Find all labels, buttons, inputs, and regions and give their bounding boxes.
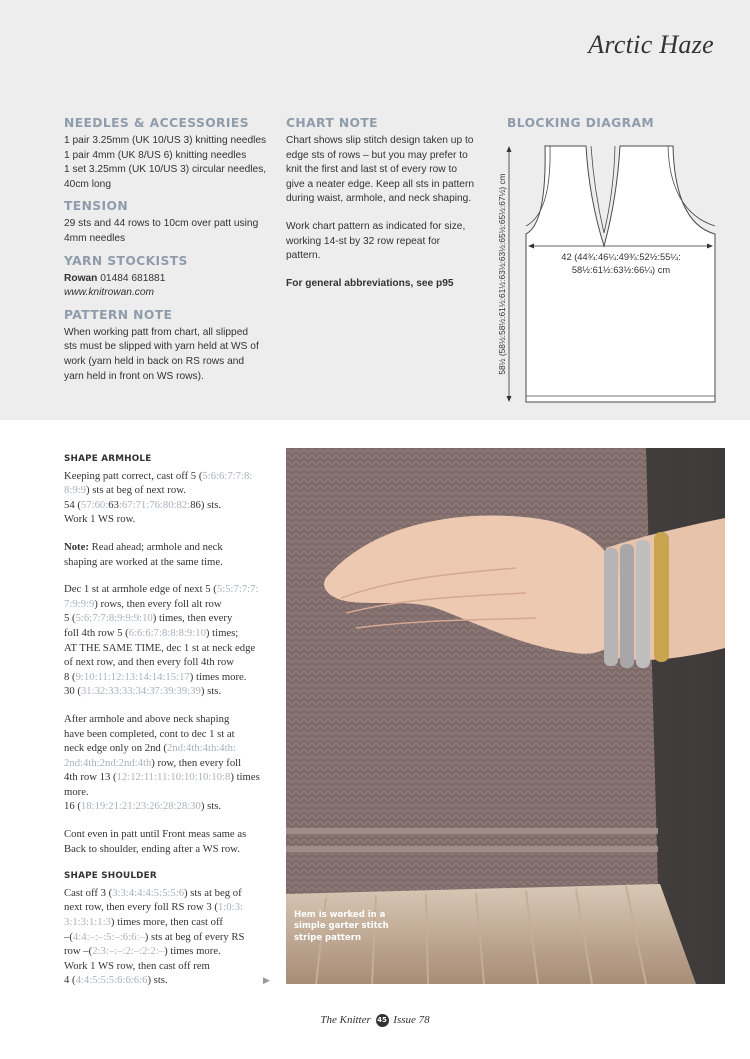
instruction-text: more. xyxy=(64,785,89,798)
yarn-section xyxy=(64,254,269,301)
instruction-text: foll 4th row 5 ( xyxy=(64,626,129,639)
tension-section xyxy=(64,199,269,246)
instruction-text: 8 ( xyxy=(64,670,76,683)
yarn-phone: 01484 681881 xyxy=(97,272,166,284)
pattern-note-line: work (yarn held in back on RS rows and xyxy=(64,355,245,367)
pattern-note-line: When working patt from chart, all slipped xyxy=(64,326,249,338)
instruction-text: 63 xyxy=(108,498,119,511)
size-values: 2nd:4th:2nd:2nd:4th xyxy=(64,756,152,769)
size-values: 4:4:5:5:5:6:6:6:6 xyxy=(75,974,148,987)
chart-note-heading: CHART NOTE xyxy=(286,116,378,130)
page-number: 45 xyxy=(376,1014,389,1027)
size-values: 6:6:6:7:8:8:8:9:10 xyxy=(128,626,206,639)
yarn-brand: Rowan xyxy=(64,272,98,284)
size-values: :67:71:76:80:82: xyxy=(118,498,191,511)
left-info-column xyxy=(64,116,269,391)
size-values: 2nd:4th:4th:4th: xyxy=(167,742,236,755)
instruction-text: 4th row 13 ( xyxy=(64,771,117,784)
continue-arrow-icon: ▶ xyxy=(263,975,270,985)
bracelet xyxy=(636,540,650,668)
bracelet xyxy=(604,548,618,666)
needles-heading: NEEDLES & ACCESSORIES xyxy=(64,116,249,130)
chart-note-line: Chart shows slip stitch design taken up to xyxy=(286,135,474,146)
instruction-text: ) times, then every xyxy=(152,612,233,625)
hem-stripe xyxy=(286,846,658,852)
instruction-text: have been completed, cont to dec 1 st at xyxy=(64,727,235,740)
yarn-stockist xyxy=(64,272,269,287)
chart-note-line: pattern. xyxy=(286,250,321,262)
instruction-text: 54 ( xyxy=(64,498,81,511)
instruction-paragraph xyxy=(64,827,276,856)
instruction-text: ) rows, then every foll alt row xyxy=(94,597,222,610)
instruction-text: ) sts. xyxy=(200,800,222,813)
chart-note-column xyxy=(286,116,486,291)
tension-line: 4mm needles xyxy=(64,232,126,244)
needles-line: 1 pair 3.25mm (UK 10/US 3) knitting needles xyxy=(64,135,267,146)
chart-note-line: give a neater edge. Keep all sts in pattern xyxy=(286,178,475,190)
instruction-text: Dec 1 st at armhole edge of next 5 ( xyxy=(64,583,217,596)
instruction-text: ) sts. xyxy=(147,974,168,987)
note-text: shaping are worked at the same time. xyxy=(64,555,223,568)
instruction-text: ) times more, then cast off xyxy=(110,916,223,929)
size-values: 31:32:33:33:34:37:39:39:39 xyxy=(80,685,201,698)
instruction-text: 30 ( xyxy=(64,685,81,698)
chart-note-line: working 14-st by 32 row repeat for xyxy=(286,235,441,247)
blocking-diagram xyxy=(493,138,730,408)
size-values: 9:10:11:12:13:14:14:15:17 xyxy=(75,670,190,683)
instruction-text: Cast off 3 ( xyxy=(64,886,113,899)
needles-line: 1 set 3.25mm (UK 10/US 3) circular needles, xyxy=(64,164,267,176)
chart-note-line: Work chart pattern as indicated for size, xyxy=(286,220,466,232)
instruction-text: 4 ( xyxy=(64,974,76,987)
instruction-text: ) sts at beg of every RS xyxy=(144,930,245,943)
instruction-text: ) row, then every foll xyxy=(151,756,242,769)
instruction-text: ) times; xyxy=(205,626,239,639)
needles-line: 1 pair 4mm (UK 8/US 6) knitting needles xyxy=(64,149,247,161)
yarn-website-link[interactable]: www.knitrowan.com xyxy=(64,287,155,299)
size-values: 5:6:6:7:7:8: xyxy=(202,469,253,482)
blocking-column xyxy=(507,116,727,134)
photo-caption xyxy=(294,910,424,945)
instruction-text: After armhole and above neck shaping xyxy=(64,712,230,725)
needles-line: 40cm long xyxy=(64,178,112,190)
instruction-text: Work 1 WS row, then cast off rem xyxy=(64,959,210,972)
size-values: 2:3:–:–:2:–:2:2:– xyxy=(92,945,165,958)
instruction-text: next row, then every foll RS row 3 ( xyxy=(64,901,218,914)
bracelet xyxy=(620,544,634,668)
size-values: 4:4:–:–:5:–:6:6:– xyxy=(72,930,145,943)
shape-shoulder-heading: SHAPE SHOULDER xyxy=(64,871,157,882)
yarn-heading: YARN STOCKISTS xyxy=(64,253,188,268)
instruction-text: Keeping patt correct, cast off 5 ( xyxy=(64,469,203,482)
size-values: 18:19:21:21:23:26:28:28:30 xyxy=(80,800,201,813)
note-label: Note: xyxy=(64,540,89,553)
caption-line: Hem is worked in a xyxy=(294,909,386,920)
size-values: 5:6:7:7:8:9:9:9:10 xyxy=(75,612,153,625)
magazine-name: The Knitter xyxy=(320,1014,371,1027)
instruction-text: ) sts at beg of xyxy=(184,886,242,899)
needles-section xyxy=(64,116,269,192)
instruction-paragraph xyxy=(64,469,276,527)
pattern-note-heading: PATTERN NOTE xyxy=(64,307,173,322)
size-values: 3:3:4:4:4:5:5:5:6 xyxy=(112,886,185,899)
size-values: 3:1:3:1:1:3 xyxy=(64,916,111,929)
instruction-text: ) sts at beg of next row. xyxy=(85,484,186,497)
hem-stripe xyxy=(286,828,658,834)
pattern-title: Arctic Haze xyxy=(588,30,714,59)
issue-number: Issue 78 xyxy=(393,1014,430,1027)
chart-note-line: during waist, armhole, and neck shaping. xyxy=(286,193,472,205)
size-values: 1:0:3: xyxy=(217,901,243,914)
instruction-paragraph xyxy=(64,886,276,988)
tension-heading: TENSION xyxy=(64,199,129,214)
instruction-text: ) times more. xyxy=(189,670,247,683)
note-paragraph xyxy=(64,540,276,569)
instruction-text: 5 ( xyxy=(64,612,76,625)
garment-photo xyxy=(286,448,725,984)
pattern-note-line: yarn held in front on WS rows). xyxy=(64,370,204,382)
instruction-text: ) sts. xyxy=(200,685,222,698)
instruction-text: Work 1 WS row. xyxy=(64,513,136,526)
instructions-column xyxy=(64,452,276,1001)
shape-armhole-heading: SHAPE ARMHOLE xyxy=(64,454,152,464)
abbreviations-note: For general abbreviations, see p95 xyxy=(286,277,454,289)
width-measurement: 42 (44¾:46¼:49¾:52½:55¼: xyxy=(561,252,681,262)
instruction-text: –( xyxy=(64,930,73,943)
instruction-text: AT THE SAME TIME, dec 1 st at neck edge xyxy=(64,641,256,654)
length-arrow-top-head xyxy=(507,146,512,152)
size-values: 7:9:9:9 xyxy=(64,597,95,610)
page-footer xyxy=(0,1014,750,1027)
instruction-text: ) sts. xyxy=(200,498,222,511)
instruction-line: Back to shoulder, ending after a WS row. xyxy=(64,842,240,855)
size-values: 57:60: xyxy=(80,498,109,511)
size-values: 12:12:11:11:10:10:10:10:8 xyxy=(116,771,231,784)
chart-note-line: edge sts of rows – but you may prefer to xyxy=(286,149,468,161)
pattern-note-section xyxy=(64,308,269,384)
width-measurement: 58½:61½:63½:66¼) cm xyxy=(571,265,671,275)
length-arrow-bottom-head xyxy=(507,396,512,402)
bracelet xyxy=(654,532,669,662)
caption-line: stripe pattern xyxy=(294,932,361,943)
size-values: 8:9:9 xyxy=(64,484,86,497)
chart-note-line: knit the first and last st of every row to xyxy=(286,164,457,176)
instruction-text: ) times more. xyxy=(164,945,221,958)
instruction-paragraph xyxy=(64,712,276,814)
instruction-text: row –( xyxy=(64,945,93,958)
instruction-line: Cont even in patt until Front meas same as xyxy=(64,828,247,841)
instruction-text: neck edge only on 2nd ( xyxy=(64,742,167,755)
instruction-text: 16 ( xyxy=(64,800,81,813)
caption-line: simple garter stitch xyxy=(294,921,389,931)
instruction-paragraph xyxy=(64,582,276,699)
blocking-heading: BLOCKING DIAGRAM xyxy=(507,116,655,130)
photo-illustration xyxy=(286,448,725,984)
size-values: 5:5:7:7:7: xyxy=(216,583,259,596)
length-measurement: 58½ (58½:58½:61½:61½:63½:63½:65½:65½:67½) cm xyxy=(497,173,507,375)
instruction-text: ) times xyxy=(230,771,260,784)
instruction-text: of next row, and then every foll 4th row xyxy=(64,656,234,669)
note-text: Read ahead; armhole and neck xyxy=(88,540,223,553)
tension-line: 29 sts and 44 rows to 10cm over patt using xyxy=(64,218,259,230)
pattern-note-line: sts must be slipped with yarn held at WS of xyxy=(64,341,259,353)
instruction-text: 86 xyxy=(190,498,201,511)
